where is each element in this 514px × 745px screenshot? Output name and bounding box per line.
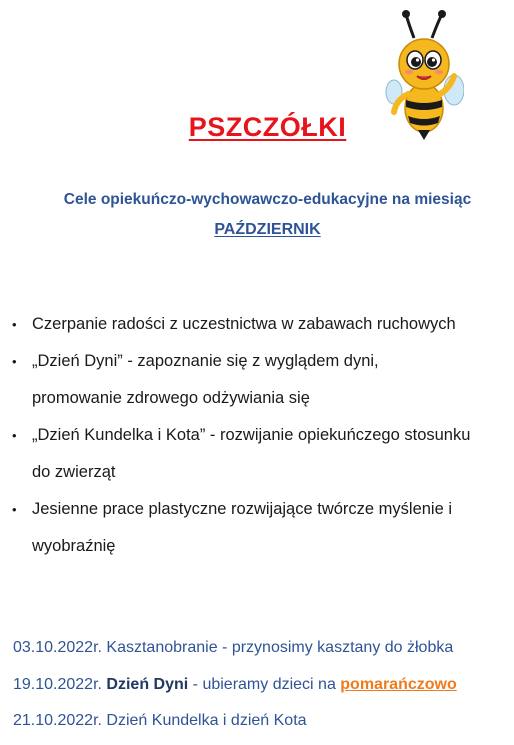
goal-text: Jesienne prace plastyczne rozwijające twórcze myślenie i <box>32 500 453 518</box>
goal-text: wyobraźnię <box>32 537 116 555</box>
event-item <box>13 706 457 743</box>
bullet-icon: • <box>12 502 17 517</box>
event-date: 19.10.2022r. <box>13 675 102 693</box>
goal-text: „Dzień Dyni” - zapoznanie się z wyglądem dyni, <box>32 352 379 370</box>
goal-text: promowanie zdrowego odżywiania się <box>32 389 310 407</box>
events-list <box>13 633 457 743</box>
bullet-icon: • <box>12 428 17 443</box>
bullet-icon: • <box>12 317 17 332</box>
goal-item <box>0 417 514 491</box>
event-text: Dzień Kundelka i dzień Kota <box>101 712 307 729</box>
goal-item <box>0 343 514 417</box>
event-text: - ubieramy dzieci na <box>188 675 341 693</box>
event-text: Kasztanobranie - przynosimy kasztany do żłobka <box>101 639 454 656</box>
month-heading: PAŹDZIERNIK <box>214 221 321 238</box>
goal-text: „Dzień Kundelka i Kota” - rozwijanie opiekuńczego stosunku <box>32 426 471 444</box>
goal-text: Czerpanie radości z uczestnictwa w zabawach ruchowych <box>32 315 456 333</box>
goal-text: do zwierząt <box>32 463 116 481</box>
bullet-icon: • <box>12 354 17 369</box>
event-color-word: pomarańczowo <box>340 675 457 693</box>
event-highlight: Dzień Dyni <box>106 675 189 693</box>
goals-heading: Cele opiekuńczo-wychowawczo-edukacyjne na miesiąc <box>63 191 472 208</box>
event-item <box>13 633 457 670</box>
goals-list <box>0 306 514 565</box>
event-date: 03.10.2022r. <box>13 639 102 656</box>
event-date: 21.10.2022r. <box>13 712 102 729</box>
goal-item <box>0 306 514 343</box>
page-title: PSZCZÓŁKI <box>188 112 347 142</box>
goal-item <box>0 491 514 565</box>
event-item <box>13 670 457 707</box>
